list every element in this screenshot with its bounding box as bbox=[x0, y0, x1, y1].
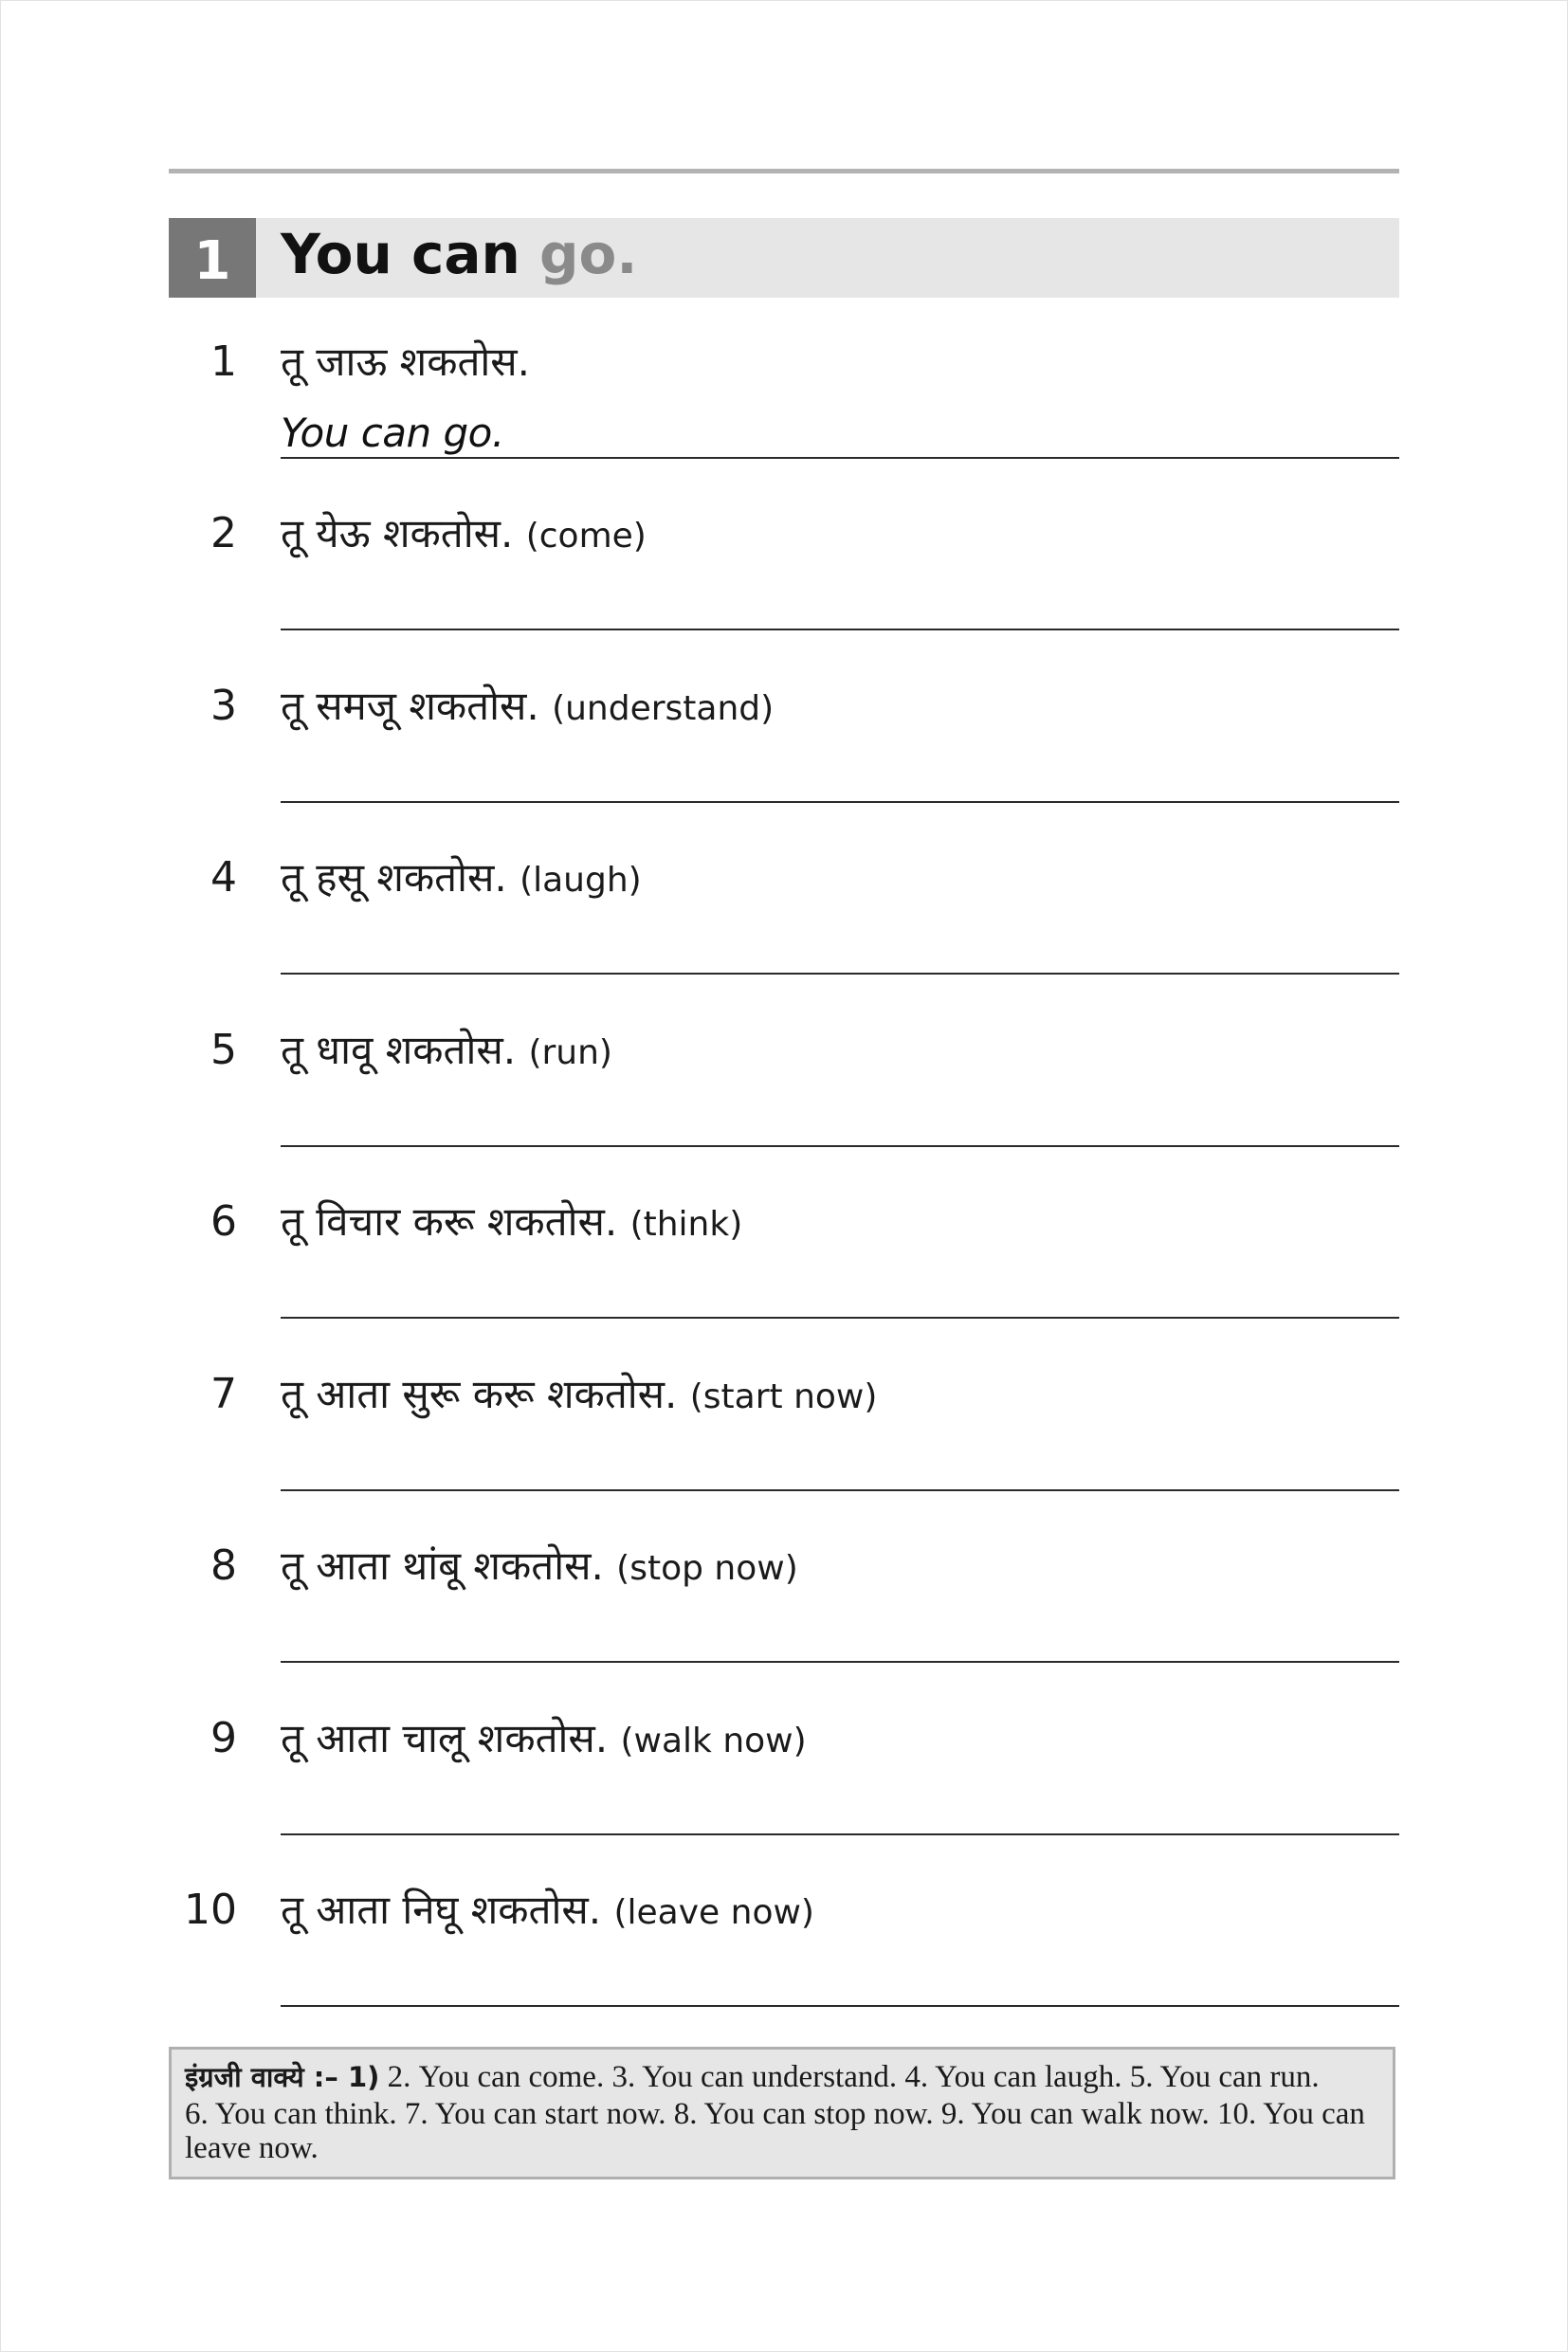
exercise-item bbox=[0, 1361, 1568, 1534]
exercise-item bbox=[0, 1705, 1568, 1878]
answer-line[interactable] bbox=[281, 1145, 1399, 1147]
item-sentence bbox=[281, 501, 647, 567]
answer-line[interactable] bbox=[281, 457, 1399, 459]
marathi-sentence: तू धावू शकतोस. bbox=[281, 1027, 517, 1073]
answer-line[interactable] bbox=[281, 1661, 1399, 1663]
item-number: 6 bbox=[210, 1197, 237, 1246]
exercise-item bbox=[0, 673, 1568, 846]
answer-key-label: इंग्रजी वाक्ये :– 1) bbox=[185, 2061, 380, 2093]
marathi-sentence: तू समजू शकतोस. bbox=[281, 683, 539, 729]
exercise-number: 1 bbox=[169, 218, 256, 298]
exercise-item bbox=[0, 501, 1568, 673]
item-number: 4 bbox=[210, 853, 237, 902]
item-sentence bbox=[281, 329, 530, 395]
english-hint: (laugh) bbox=[520, 861, 642, 900]
item-sentence bbox=[281, 1877, 814, 1943]
item-sentence bbox=[281, 1017, 612, 1084]
exercise-item bbox=[0, 329, 1568, 501]
answer-line[interactable] bbox=[281, 1489, 1399, 1491]
english-hint: (come) bbox=[525, 517, 647, 556]
item-sentence bbox=[281, 845, 642, 911]
item-sentence bbox=[281, 1189, 742, 1255]
exercise-title bbox=[281, 216, 637, 292]
english-hint: (walk now) bbox=[620, 1722, 807, 1760]
marathi-sentence: तू आता चालू शकतोस. bbox=[281, 1715, 609, 1761]
answer-line[interactable] bbox=[281, 1317, 1399, 1319]
english-hint: (start now) bbox=[689, 1377, 878, 1416]
marathi-sentence: तू जाऊ शकतोस. bbox=[281, 338, 531, 385]
item-number: 9 bbox=[210, 1714, 237, 1762]
english-hint: (think) bbox=[629, 1205, 743, 1244]
title-accent: go. bbox=[539, 222, 638, 286]
english-hint: (stop now) bbox=[616, 1549, 798, 1588]
answer-line[interactable] bbox=[281, 1833, 1399, 1835]
answer-key-text-1: 2. You can come. 3. You can understand. 4. You can laugh. 5. You can run. bbox=[387, 2060, 1320, 2094]
exercise-item bbox=[0, 1017, 1568, 1190]
item-sentence bbox=[281, 673, 774, 739]
exercise-item bbox=[0, 1533, 1568, 1705]
item-number: 10 bbox=[184, 1886, 237, 1934]
handwritten-answer: You can go. bbox=[281, 410, 504, 456]
answer-line[interactable] bbox=[281, 973, 1399, 975]
marathi-sentence: तू आता थांबू शकतोस. bbox=[281, 1542, 604, 1589]
item-number: 1 bbox=[210, 337, 237, 386]
item-number: 3 bbox=[210, 682, 237, 730]
title-main: You can bbox=[281, 222, 540, 286]
marathi-sentence: तू विचार करू शकतोस. bbox=[281, 1198, 618, 1245]
english-hint: (run) bbox=[528, 1033, 612, 1072]
exercise-item bbox=[0, 845, 1568, 1017]
answer-line[interactable] bbox=[281, 2005, 1399, 2007]
item-sentence bbox=[281, 1533, 798, 1599]
answer-key-line-1 bbox=[185, 2057, 1379, 2097]
english-hint: (leave now) bbox=[613, 1893, 814, 1932]
answer-key-box bbox=[169, 2047, 1395, 2179]
item-number: 5 bbox=[210, 1026, 237, 1074]
exercise-item bbox=[0, 1877, 1568, 2050]
answer-key-text-2: 6. You can think. 7. You can start now. 8. You can stop now. 9. You can walk now. 10. You can leave now. bbox=[185, 2097, 1365, 2165]
english-hint: (understand) bbox=[552, 689, 775, 728]
item-number: 8 bbox=[210, 1541, 237, 1590]
marathi-sentence: तू हसू शकतोस. bbox=[281, 854, 507, 901]
marathi-sentence: तू आता सुरू करू शकतोस. bbox=[281, 1371, 678, 1417]
exercise-item bbox=[0, 1189, 1568, 1361]
item-number: 7 bbox=[210, 1370, 237, 1418]
marathi-sentence: तू येऊ शकतोस. bbox=[281, 510, 514, 556]
top-rule bbox=[169, 169, 1399, 173]
item-sentence bbox=[281, 1705, 807, 1772]
item-sentence bbox=[281, 1361, 877, 1428]
answer-line[interactable] bbox=[281, 629, 1399, 630]
marathi-sentence: तू आता निघू शकतोस. bbox=[281, 1887, 602, 1933]
item-number: 2 bbox=[210, 509, 237, 557]
answer-line[interactable] bbox=[281, 801, 1399, 803]
